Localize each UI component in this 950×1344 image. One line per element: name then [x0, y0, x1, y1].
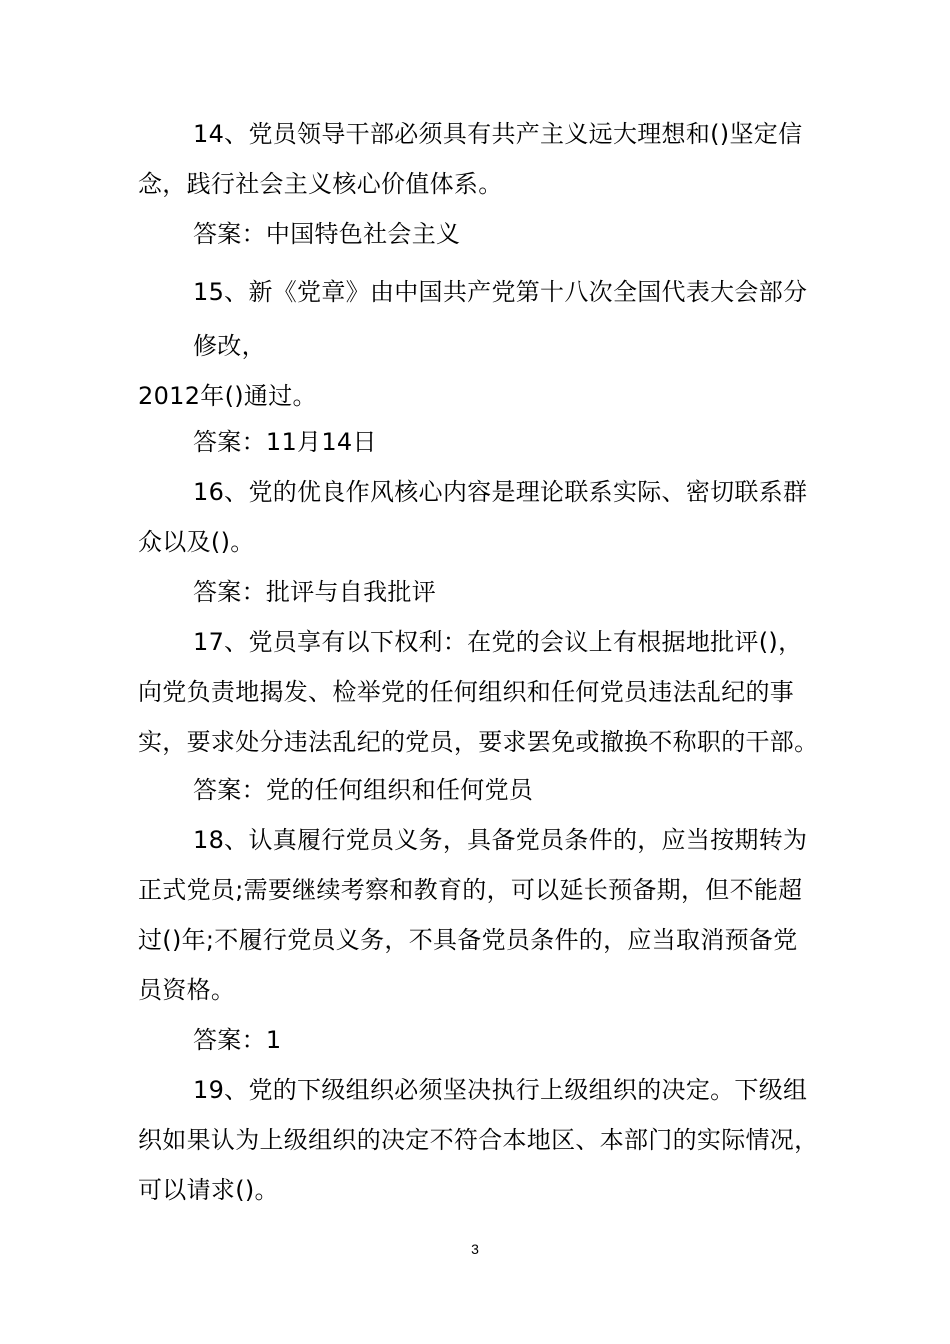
- q14-answer: 答案：中国特色社会主义: [193, 220, 461, 248]
- q18-line-4: 员资格。: [138, 976, 236, 1004]
- q19-line-2: 织如果认为上级组织的决定不符合本地区、本部门的实际情况，: [138, 1126, 819, 1154]
- q15-line-1: 15、新《党章》由中国共产党第十八次全国代表大会部分: [193, 278, 808, 306]
- q19-line-3: 可以请求()。: [138, 1176, 279, 1204]
- q18-line-3: 过()年;不履行党员义务，不具备党员条件的，应当取消预备党: [138, 926, 798, 954]
- q17-line-3: 实，要求处分违法乱纪的党员，要求罢免或撤换不称职的干部。: [138, 728, 819, 756]
- q14-line-1: 14、党员领导干部必须具有共产主义远大理想和()坚定信: [193, 120, 803, 148]
- page-number: 3: [471, 1241, 479, 1257]
- q16-answer: 答案：批评与自我批评: [193, 578, 436, 606]
- q16-line-2: 众以及()。: [138, 528, 255, 556]
- q18-line-1: 18、认真履行党员义务，具备党员条件的，应当按期转为: [193, 826, 808, 854]
- q16-line-1: 16、党的优良作风核心内容是理论联系实际、密切联系群: [193, 478, 808, 506]
- q15-line-3: 2012年()通过。: [138, 382, 317, 410]
- q15-line-2: 修改，: [193, 332, 266, 360]
- q14-line-2: 念，践行社会主义核心价值体系。: [138, 170, 503, 198]
- q18-line-2: 正式党员;需要继续考察和教育的，可以延长预备期，但不能超: [138, 876, 803, 904]
- q15-answer: 答案：11月14日: [193, 428, 377, 456]
- q19-line-1: 19、党的下级组织必须坚决执行上级组织的决定。下级组: [193, 1076, 808, 1104]
- q17-line-2: 向党负责地揭发、检举党的任何组织和任何党员违法乱纪的事: [138, 678, 795, 706]
- q18-answer: 答案：1: [193, 1026, 282, 1054]
- q17-answer: 答案：党的任何组织和任何党员: [193, 776, 534, 804]
- q17-line-1: 17、党员享有以下权利：在党的会议上有根据地批评()，: [193, 628, 803, 656]
